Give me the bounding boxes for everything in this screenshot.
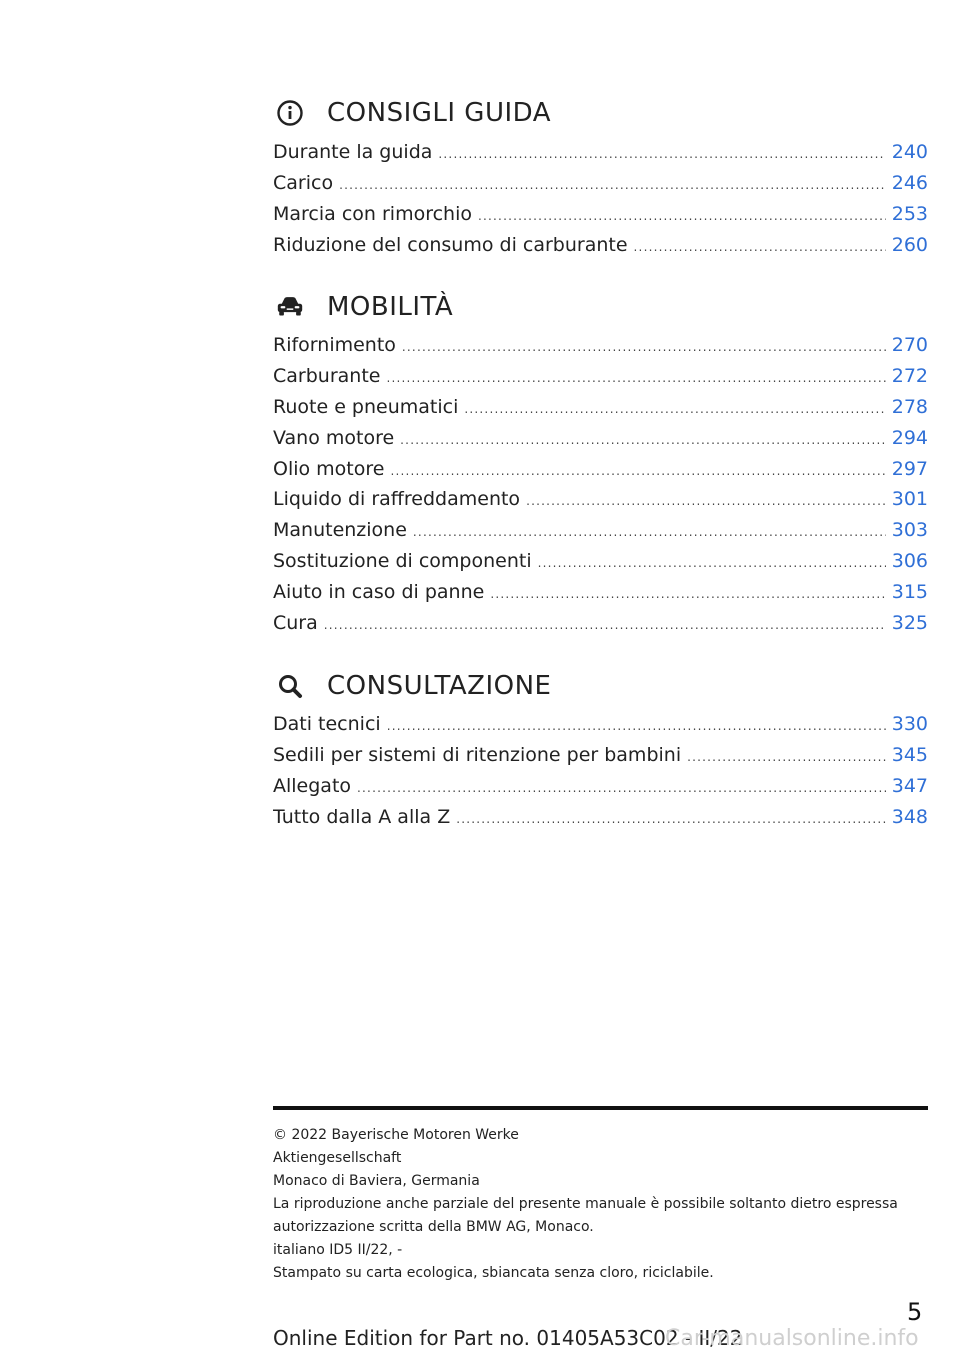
toc-entry[interactable] [273, 334, 928, 365]
toc-entry-label: Cura [273, 612, 318, 635]
toc-entry[interactable] [273, 581, 928, 612]
dot-leader [413, 525, 886, 539]
edition-note: Online Edition for Part no. 01405A53C02 - II/22 [273, 1326, 743, 1350]
copyright-line: © 2022 Bayerische Motoren Werke [273, 1127, 519, 1143]
toc-entry[interactable] [273, 775, 928, 806]
toc-entry-label: Aiuto in caso di panne [273, 581, 485, 604]
toc-entry[interactable] [273, 744, 928, 775]
dot-leader [400, 433, 886, 447]
info-circle-icon [275, 98, 305, 128]
dot-leader [634, 240, 886, 254]
toc-list-consigli-guida [273, 141, 928, 265]
toc-page-link[interactable]: 301 [891, 488, 928, 511]
toc-entry[interactable] [273, 396, 928, 427]
toc-page-link[interactable]: 306 [891, 550, 928, 573]
toc-page-link[interactable]: 348 [891, 805, 928, 828]
section-heading-consultazione [273, 671, 551, 701]
dot-leader [402, 340, 886, 354]
toc-page-link[interactable]: 325 [891, 612, 928, 635]
dot-leader [526, 494, 886, 508]
dot-leader [438, 147, 885, 161]
toc-entry-label: Allegato [273, 774, 352, 797]
watermark: Car-manualsonline.info [665, 1326, 919, 1351]
toc-page-link[interactable]: 260 [891, 233, 928, 256]
copyright-line: La riproduzione anche parziale del presente manuale è possibile soltanto dietro espressa [273, 1196, 898, 1212]
toc-page-link[interactable]: 315 [891, 581, 928, 604]
toc-entry[interactable] [273, 550, 928, 581]
toc-entry-label: Durante la guida [273, 141, 433, 163]
toc-entry[interactable] [273, 234, 928, 265]
toc-page-link[interactable]: 330 [891, 713, 928, 735]
toc-page-link[interactable]: 246 [891, 171, 928, 194]
toc-entry[interactable] [273, 713, 928, 744]
toc-entry-label: Riduzione del consumo di carburante [273, 233, 628, 256]
toc-entry[interactable] [273, 612, 928, 643]
toc-entry-label: Vano motore [273, 426, 395, 449]
section-heading-consigli-guida [273, 98, 551, 128]
toc-entry[interactable] [273, 172, 928, 203]
toc-entry-label: Sostituzione di componenti [273, 550, 532, 573]
section-heading-mobilita [273, 292, 453, 322]
toc-page-link[interactable]: 345 [891, 743, 928, 766]
dot-leader [456, 812, 886, 826]
toc-entry-label: Marcia con rimorchio [273, 202, 472, 225]
toc-entry[interactable] [273, 427, 928, 458]
dot-leader [538, 556, 886, 570]
toc-entry[interactable] [273, 458, 928, 489]
copyright-block [273, 1124, 933, 1285]
toc-list-mobilita [273, 334, 928, 643]
toc-entry[interactable] [273, 141, 928, 172]
dot-leader [464, 402, 885, 416]
footer-divider [273, 1106, 928, 1110]
dot-leader [490, 587, 885, 601]
magnifier-icon [275, 671, 305, 701]
toc-page-link[interactable]: 272 [891, 364, 928, 387]
toc-page-link[interactable]: 278 [891, 395, 928, 418]
toc-page-link[interactable]: 303 [891, 519, 928, 542]
copyright-line: Monaco di Baviera, Germania [273, 1173, 480, 1189]
toc-entry-label: Liquido di raffreddamento [273, 488, 521, 511]
toc-page-link[interactable]: 240 [891, 141, 928, 163]
dot-leader [386, 371, 885, 385]
dot-leader [390, 464, 885, 478]
dot-leader [478, 209, 886, 223]
toc-entry[interactable] [273, 806, 928, 837]
dot-leader [324, 618, 886, 632]
toc-page-link[interactable]: 270 [891, 334, 928, 356]
copyright-line: Aktiengesellschaft [273, 1150, 402, 1166]
toc-entry-label: Dati tecnici [273, 713, 381, 735]
toc-entry-label: Rifornimento [273, 334, 396, 356]
toc-page-link[interactable]: 297 [891, 457, 928, 480]
toc-entry-label: Olio motore [273, 457, 385, 480]
toc-entry[interactable] [273, 365, 928, 396]
section-title: MOBILITÀ [327, 292, 454, 322]
toc-entry-label: Ruote e pneumatici [273, 395, 459, 418]
copyright-line: autorizzazione scritta della BMW AG, Monaco. [273, 1219, 594, 1235]
copyright-line: Stampato su carta ecologica, sbiancata senza cloro, riciclabile. [273, 1265, 714, 1281]
toc-page-link[interactable]: 253 [891, 202, 928, 225]
toc-entry[interactable] [273, 519, 928, 550]
dot-leader [339, 178, 886, 192]
toc-entry[interactable] [273, 488, 928, 519]
toc-list-consultazione [273, 713, 928, 837]
toc-page-link[interactable]: 347 [891, 774, 928, 797]
page-number: 5 [907, 1298, 923, 1326]
section-title: CONSIGLI GUIDA [327, 98, 552, 128]
toc-entry-label: Manutenzione [273, 519, 407, 542]
dot-leader [357, 781, 886, 795]
dot-leader [687, 750, 886, 764]
toc-entry-label: Sedili per sistemi di ritenzione per bambini [273, 743, 682, 766]
toc-entry-label: Carburante [273, 364, 381, 387]
toc-entry-label: Tutto dalla A alla Z [273, 805, 451, 828]
dot-leader [387, 719, 886, 733]
toc-entry[interactable] [273, 203, 928, 234]
section-title: CONSULTAZIONE [327, 671, 552, 701]
car-front-icon [275, 292, 305, 322]
toc-page-link[interactable]: 294 [891, 426, 928, 449]
copyright-line: italiano ID5 II/22, - [273, 1242, 403, 1258]
toc-entry-label: Carico [273, 171, 334, 194]
